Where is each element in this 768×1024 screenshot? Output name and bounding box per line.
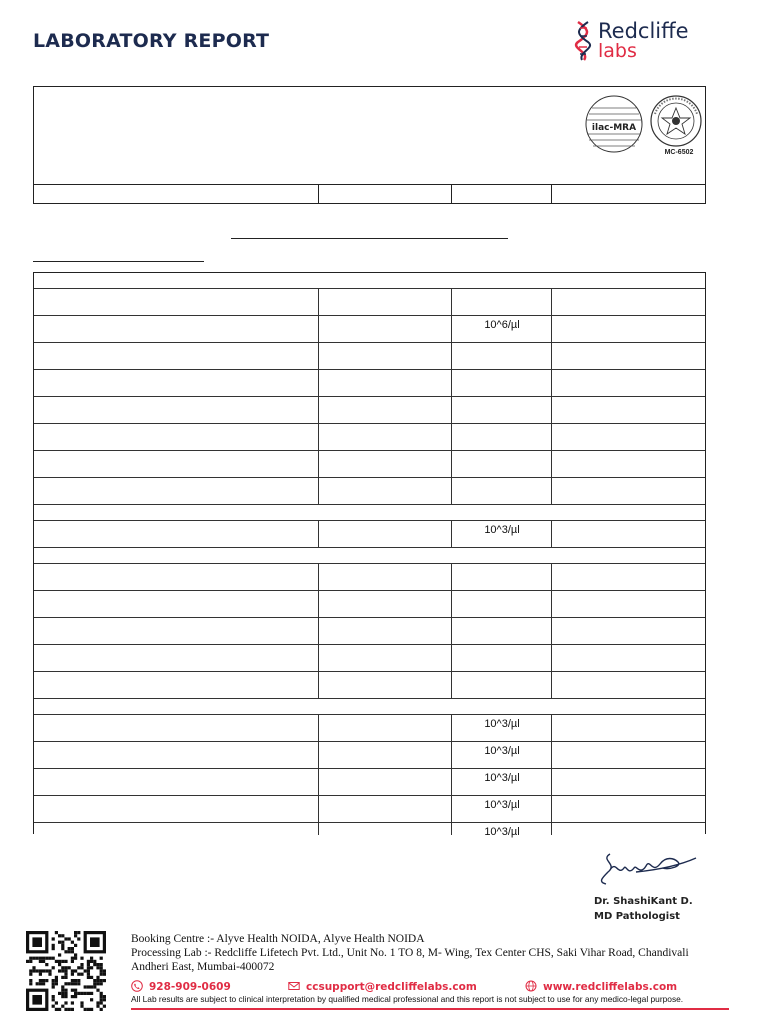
table-column-divider [451, 343, 452, 369]
table-column-divider [451, 672, 452, 698]
table-row [34, 769, 705, 796]
table-column-divider [318, 316, 319, 342]
report-qr-code[interactable] [26, 931, 106, 1011]
patient-box-column-divider [551, 184, 552, 203]
globe-icon [525, 980, 537, 992]
table-row [34, 742, 705, 769]
table-column-divider [551, 451, 552, 477]
table-column-divider [318, 796, 319, 822]
table-column-divider [551, 370, 552, 396]
nabl-seal-icon [649, 94, 703, 148]
results-table [33, 272, 706, 838]
table-column-divider [318, 451, 319, 477]
table-column-divider [318, 424, 319, 450]
processing-lab-line: Processing Lab :- Redcliffe Lifetech Pvt. Ltd., Unit No. 1 TO 8, M- Wing, Tex Center CHS, Saki Vihar Road, Chandivali [131, 947, 689, 959]
email-contact[interactable] [288, 980, 477, 993]
footer-divider [131, 1008, 729, 1010]
table-row [34, 521, 705, 548]
certificate-code: MC-6502 [664, 149, 694, 156]
table-row [34, 823, 705, 838]
test-name-underline [231, 238, 508, 239]
table-column-divider [551, 591, 552, 617]
doctor-signature [596, 846, 700, 892]
table-column-divider [318, 289, 319, 315]
table-column-divider [551, 618, 552, 644]
patient-box-divider [34, 184, 705, 185]
doctor-name: Dr. ShashiKant D. [594, 896, 693, 907]
report-title: LABORATORY REPORT [33, 30, 270, 52]
table-column-divider [451, 645, 452, 671]
table-column-divider [451, 397, 452, 423]
table-row [34, 715, 705, 742]
table-row [34, 564, 705, 591]
table-column-divider [318, 370, 319, 396]
unit-cell: 10^3/µl [484, 718, 520, 730]
table-row [34, 618, 705, 645]
table-column-divider [551, 397, 552, 423]
unit-cell: 10^3/µl [484, 772, 520, 784]
table-row [34, 672, 705, 699]
table-row [34, 451, 705, 478]
website-contact[interactable] [525, 980, 677, 993]
table-row [34, 370, 705, 397]
table-column-divider [451, 451, 452, 477]
table-column-divider [551, 564, 552, 590]
table-column-divider [318, 478, 319, 504]
email-address: ccsupport@redcliffelabs.com [306, 981, 477, 993]
processing-lab-line-2: Andheri East, Mumbai-400072 [131, 961, 275, 973]
table-row [34, 343, 705, 370]
ilac-mra-seal-icon [584, 94, 644, 154]
unit-cell: 10^6/µl [484, 319, 520, 331]
table-row [34, 397, 705, 424]
unit-cell: 10^3/µl [484, 745, 520, 757]
table-column-divider [318, 591, 319, 617]
table-column-divider [318, 645, 319, 671]
phone-number: 928-909-0609 [149, 981, 231, 993]
ilac-label: ilac-MRA [591, 123, 637, 133]
disclaimer-text: All Lab results are subject to clinical interpretation by qualified medical professional and this report is not subject to use for any medico-legal purpose. [131, 994, 684, 1004]
table-row [34, 796, 705, 823]
phone-icon [131, 980, 143, 992]
table-column-divider [318, 715, 319, 741]
address-block [131, 932, 731, 974]
dna-helix-icon [574, 20, 594, 62]
table-column-divider [551, 672, 552, 698]
mail-icon [288, 980, 300, 992]
unit-cell: 10^3/µl [484, 826, 520, 838]
table-column-divider [551, 289, 552, 315]
table-column-divider [451, 478, 452, 504]
table-column-divider [451, 424, 452, 450]
table-column-divider [318, 672, 319, 698]
website-url: www.redcliffelabs.com [543, 981, 678, 993]
table-column-divider [318, 823, 319, 835]
table-column-divider [451, 370, 452, 396]
table-column-divider [318, 564, 319, 590]
booking-centre-line: Booking Centre :- Alyve Health NOIDA, Alyve Health NOIDA [131, 933, 425, 945]
table-section-row [34, 548, 705, 564]
phone-contact[interactable] [131, 980, 231, 993]
table-row [34, 591, 705, 618]
table-column-divider [551, 478, 552, 504]
table-column-divider [451, 591, 452, 617]
table-row [34, 424, 705, 451]
table-column-divider [318, 521, 319, 547]
table-column-divider [551, 424, 552, 450]
brand-name: Redcliffe [598, 19, 689, 43]
table-column-divider [318, 769, 319, 795]
patient-box-column-divider [451, 184, 452, 203]
table-row [34, 478, 705, 505]
department-underline [33, 261, 204, 262]
redcliffe-labs-logo [574, 18, 714, 64]
table-column-divider [318, 343, 319, 369]
table-section-row [34, 699, 705, 715]
table-column-divider [451, 618, 452, 644]
patient-details-box [33, 86, 706, 204]
table-column-divider [551, 645, 552, 671]
table-section-row [34, 273, 705, 289]
doctor-title: MD Pathologist [594, 911, 680, 922]
table-column-divider [318, 618, 319, 644]
table-row [34, 289, 705, 316]
table-column-divider [318, 742, 319, 768]
unit-cell: 10^3/µl [484, 524, 520, 536]
table-row [34, 316, 705, 343]
table-column-divider [451, 289, 452, 315]
brand-sub: labs [598, 40, 637, 62]
table-column-divider [451, 564, 452, 590]
table-row [34, 645, 705, 672]
patient-box-column-divider [318, 184, 319, 203]
table-column-divider [551, 343, 552, 369]
unit-cell: 10^3/µl [484, 799, 520, 811]
table-column-divider [318, 397, 319, 423]
table-section-row [34, 505, 705, 521]
